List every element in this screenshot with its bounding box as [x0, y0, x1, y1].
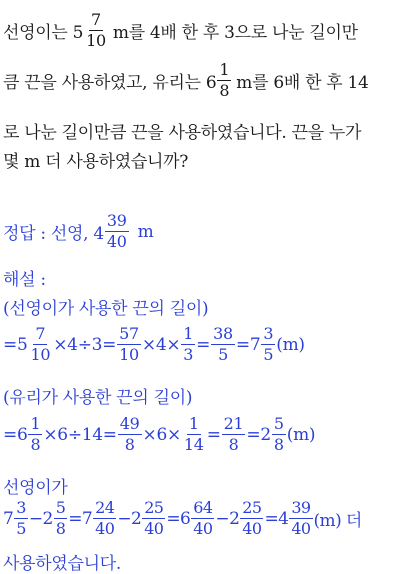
eq-text: =7: [235, 334, 261, 355]
fraction: $\frac{39}{40}$: [291, 498, 311, 538]
solution-heading-3: [3, 473, 68, 498]
answer-line: [3, 213, 153, 250]
fraction: $\frac{57}{10}$: [119, 324, 139, 364]
fraction: $\frac{7}{10}$: [86, 10, 106, 50]
eq-text: ×6÷14=: [43, 424, 117, 445]
eq-text: =7: [68, 508, 93, 529]
fraction: $\frac{64}{40}$: [193, 498, 213, 538]
eq-text: =: [196, 334, 211, 355]
heading-text: 선영이가: [3, 478, 68, 498]
problem-line-1: [3, 12, 358, 49]
fraction: $\frac{25}{40}$: [144, 498, 164, 538]
heading-text: (선영이가 사용한 끈의 길이): [3, 299, 209, 319]
fraction: $\frac{24}{40}$: [95, 498, 115, 538]
problem-text: 로 나눈 길이만큼 끈을 사용하였습니다. 끈을 누가: [3, 123, 362, 143]
fraction: $\frac{25}{40}$: [242, 498, 262, 538]
eq-text: =6: [3, 424, 28, 445]
fraction: $\frac{38}{5}$: [213, 324, 233, 364]
eq-text: (m) 더: [313, 511, 362, 531]
eq-text: ×4×: [141, 334, 181, 355]
eq-text: ×6×: [142, 424, 181, 445]
solution-label-text: 해설 :: [3, 270, 46, 290]
fraction: $\frac{3}{5}$: [16, 498, 26, 538]
solution-end: [3, 549, 121, 574]
problem-text: 큼 끈을 사용하였고, 유리는 6: [3, 73, 217, 93]
fraction: $\frac{49}{8}$: [119, 414, 140, 454]
eq-text: =5: [3, 334, 28, 355]
problem-text: 몇 m 더 사용하였습니까?: [3, 152, 189, 172]
fraction: $\frac{7}{10}$: [30, 324, 51, 364]
problem-text: 선영이는 5: [3, 23, 84, 43]
problem-text: m를 4배 한 후 3으로 나눈 길이만: [112, 23, 358, 43]
eq-text: 7: [3, 508, 14, 529]
fraction: $\frac{39}{40}$: [106, 211, 127, 251]
fraction: $\frac{21}{8}$: [223, 414, 244, 454]
solution-eq-2: [3, 416, 315, 453]
fraction: $\frac{1}{14}$: [183, 414, 204, 454]
heading-text: (유리가 사용한 끈의 길이): [3, 388, 193, 408]
solution-eq-1: [3, 326, 305, 363]
solution-heading-1: [3, 294, 208, 319]
eq-text: =6: [166, 508, 191, 529]
solution-heading-2: [3, 383, 192, 408]
eq-text: =2: [246, 424, 271, 445]
end-text: 사용하였습니다.: [3, 554, 121, 574]
eq-text: (m): [276, 334, 305, 355]
eq-text: −2: [28, 508, 53, 529]
fraction: $\frac{5}{8}$: [55, 498, 66, 538]
fraction: $\frac{3}{5}$: [263, 324, 274, 364]
solution-label: [3, 265, 46, 290]
problem-line-4: [3, 147, 188, 172]
eq-text: −2: [215, 508, 240, 529]
eq-text: (m): [286, 424, 316, 445]
problem-line-3: [3, 118, 361, 143]
fraction: $\frac{5}{8}$: [273, 414, 284, 454]
problem-text: m를 6배 한 후 14: [236, 73, 369, 93]
fraction: $\frac{1}{8}$: [30, 414, 41, 454]
eq-text: ×4÷3=: [53, 334, 117, 355]
eq-text: =4: [264, 508, 289, 529]
fraction: $\frac{1}{3}$: [183, 324, 194, 364]
answer-label: 정답 : 선영, 4: [3, 224, 104, 244]
eq-text: =: [206, 424, 221, 445]
fraction: $\frac{1}{8}$: [219, 60, 230, 100]
problem-line-2: [3, 62, 369, 99]
eq-text: −2: [117, 508, 142, 529]
answer-unit: m: [137, 221, 154, 242]
solution-eq-3: [3, 500, 362, 537]
